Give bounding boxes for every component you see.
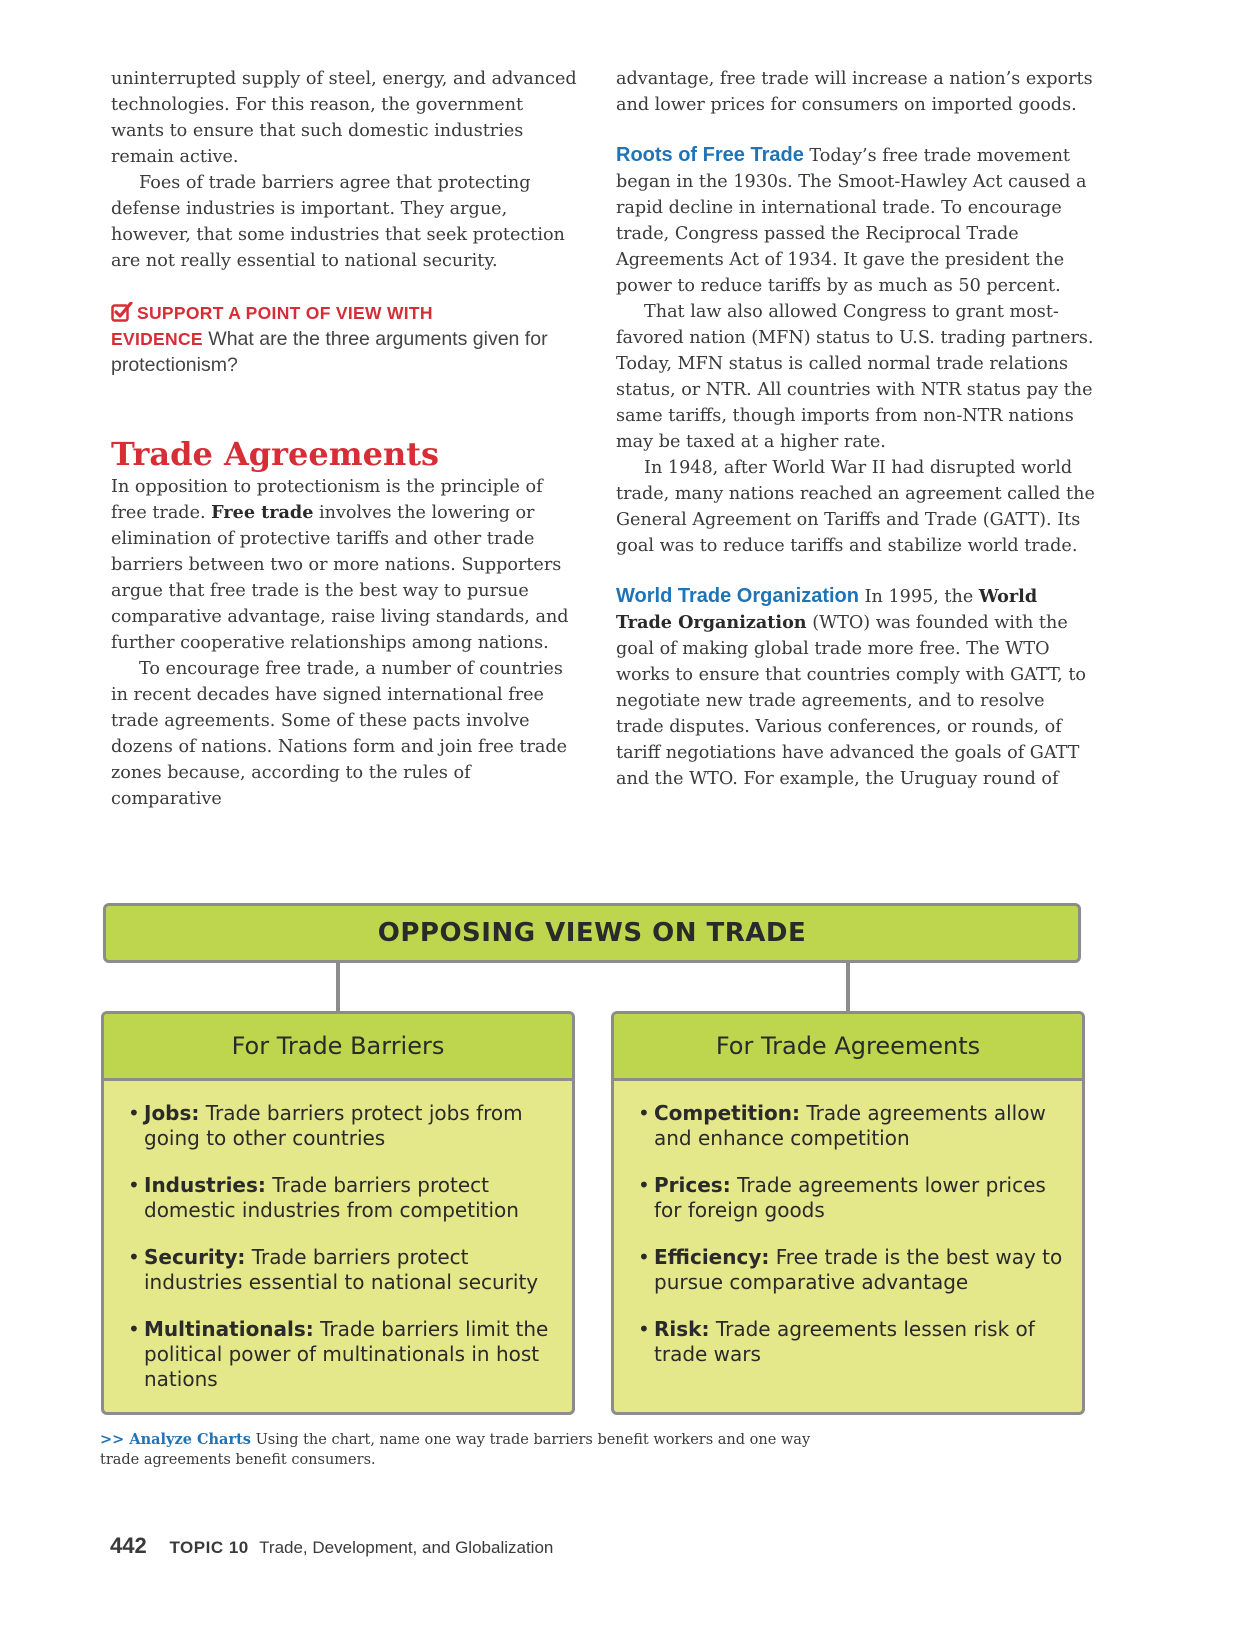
support-label: SUPPORT A POINT OF VIEW WITH [137, 303, 433, 323]
left-column [111, 66, 577, 812]
chart-connector-line [336, 963, 340, 1011]
support-question: What are the three arguments given for protectionism? [111, 328, 548, 376]
item-text: Trade barriers protect jobs from going to other countries [144, 1101, 523, 1150]
item-key: Risk: [654, 1317, 710, 1341]
list-item [128, 1245, 554, 1295]
paragraph [616, 142, 1096, 299]
subhead-world-trade-organization: World Trade Organization [616, 585, 859, 607]
item-text: Trade barriers protect industries essential to national security [144, 1245, 539, 1294]
bullet-list [614, 1081, 1082, 1367]
item-key: Multinationals: [144, 1317, 314, 1341]
right-column [616, 66, 1096, 792]
list-item [638, 1101, 1064, 1151]
item-text: Trade barriers protect domestic industries from competition [144, 1173, 519, 1222]
list-item [638, 1173, 1064, 1223]
topic-title: Trade, Development, and Globalization [259, 1538, 554, 1557]
text-run: (WTO) was founded with the goal of making global trade more free. The WTO works to ensure that countries comply with GATT, to negotiate new trade agreements, and to resolve trade disputes. Various conferences, or rounds, of tariff negotiations have advanced the goals of GATT and the WTO. For example, the Uruguay round of [616, 613, 1087, 789]
page-footer [110, 1533, 553, 1559]
support-point-of-view-prompt [111, 300, 577, 378]
analyze-charts-label: >> Analyze Charts [100, 1431, 251, 1448]
chart-connector-line [846, 963, 850, 1011]
bullet-list [104, 1081, 572, 1392]
list-item [128, 1101, 554, 1151]
item-key: Industries: [144, 1173, 266, 1197]
paragraph: That law also allowed Congress to grant most-favored nation (MFN) status to U.S. trading partners. Today, MFN status is called normal trade relations status, or NTR. All countries with NTR status pay the same tariffs, though imports from non-NTR nations may be taxed at a higher rate. [616, 302, 1094, 452]
item-key: Efficiency: [654, 1245, 770, 1269]
section-title: Trade Agreements [111, 435, 440, 473]
list-item [638, 1317, 1064, 1367]
paragraph: uninterrupted supply of steel, energy, and advanced technologies. For this reason, the government wants to ensure that such domestic industries remain active. [111, 69, 577, 167]
chart-caption [100, 1430, 820, 1470]
paragraph: To encourage free trade, a number of countries in recent decades have signed international free trade agreements. Some of these pacts involve dozens of nations. Nations form and join free trade zones because, according to the rules of comparative [111, 659, 568, 809]
topic-label: TOPIC 10 [169, 1538, 249, 1557]
text-run: Today’s free trade movement began in the 1930s. The Smoot-Hawley Act caused a rapid decline in international trade. To encourage trade, Congress passed the Reciprocal Trade Agreements Act of 1934. It gave the president the power to reduce tariffs by as much as 50 percent. [616, 146, 1087, 296]
caption-text: Using the chart, name one way trade barriers benefit workers and one way trade agreements benefit consumers. [100, 1432, 811, 1468]
item-key: Prices: [654, 1173, 731, 1197]
chart-title: OPPOSING VIEWS ON TRADE [103, 903, 1081, 963]
panel-for-trade-barriers [101, 1011, 575, 1415]
text-run: In opposition to protectionism is the principle of free trade. [111, 477, 543, 523]
paragraph [111, 474, 577, 656]
paragraph [616, 583, 1096, 792]
page-number: 442 [110, 1533, 147, 1558]
item-key: Jobs: [144, 1101, 200, 1125]
item-key: Competition: [654, 1101, 800, 1125]
subhead-roots-of-free-trade: Roots of Free Trade [616, 144, 804, 166]
checkbox-check-icon [111, 302, 133, 322]
panel-for-trade-agreements [611, 1011, 1085, 1415]
paragraph: advantage, free trade will increase a nation’s exports and lower prices for consumers on imported goods. [616, 69, 1093, 115]
key-term: Free trade [211, 502, 314, 523]
item-text: Trade agreements allow and enhance competition [654, 1101, 1046, 1150]
panel-heading: For Trade Barriers [104, 1014, 572, 1081]
item-text: Trade agreements lower prices for foreign goods [654, 1173, 1046, 1222]
text-run: involves the lowering or elimination of protective tariffs and other trade barriers between two or more nations. Supporters argue that free trade is the best way to pursue comparative advantage, raise living standards, and further cooperative relationships among nations. [111, 503, 569, 653]
list-item [638, 1245, 1064, 1295]
paragraph: Foes of trade barriers agree that protecting defense industries is important. They argue, however, that some industries that seek protection are not really essential to national security. [111, 173, 565, 271]
item-text: Trade barriers limit the political power of multinationals in host nations [144, 1317, 549, 1391]
text-run: In 1995, the [864, 587, 974, 607]
item-key: Security: [144, 1245, 246, 1269]
list-item [128, 1317, 554, 1392]
panel-heading: For Trade Agreements [614, 1014, 1082, 1081]
paragraph: In 1948, after World War II had disrupted world trade, many nations reached an agreement called the General Agreement on Tariffs and Trade (GATT). Its goal was to reduce tariffs and stabilize world trade. [616, 458, 1095, 556]
key-term: World Trade Organization [616, 586, 1038, 633]
item-text: Free trade is the best way to pursue comparative advantage [654, 1245, 1063, 1294]
list-item [128, 1173, 554, 1223]
support-label-evidence: EVIDENCE [111, 329, 203, 349]
item-text: Trade agreements lessen risk of trade wars [654, 1317, 1035, 1366]
